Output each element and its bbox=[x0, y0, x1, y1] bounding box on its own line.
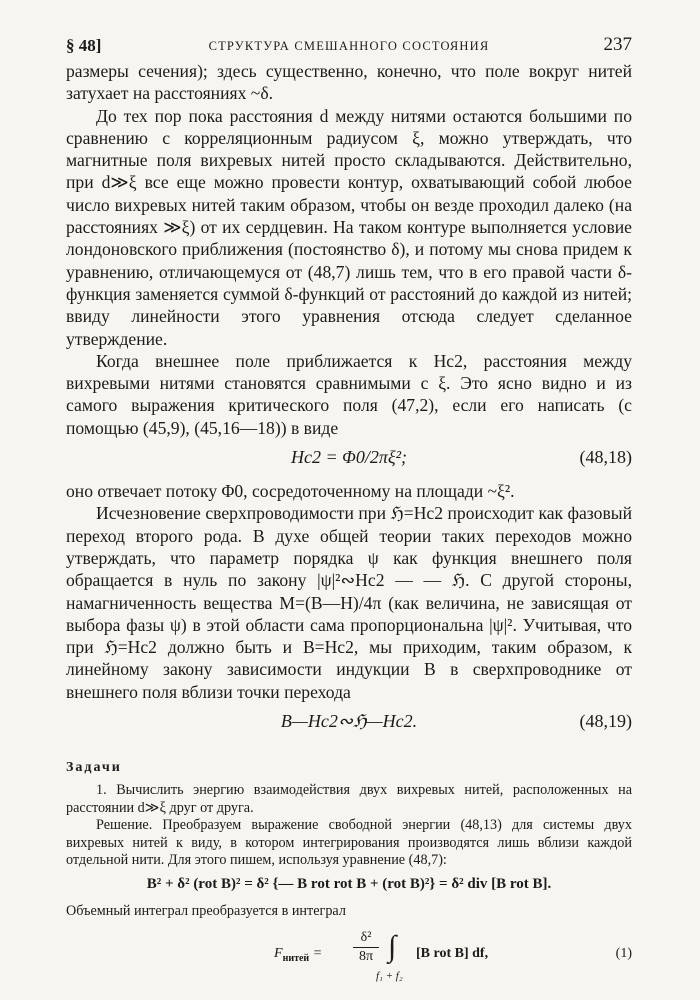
equation-48-19 bbox=[66, 708, 632, 738]
running-title: СТРУКТУРА СМЕШАННОГО СОСТОЯНИЯ bbox=[208, 39, 490, 53]
integral-limits: f₁ + f₂ bbox=[376, 969, 403, 982]
paragraph-1: размеры сечения); здесь существенно, конечно, что поле вокруг нитей затухает на расстояниях ~δ. bbox=[66, 61, 632, 104]
problems-heading: Задачи bbox=[66, 760, 122, 776]
equation-number: (48,19) bbox=[579, 711, 632, 732]
integral-lhs: $F_{нитей}$ = bbox=[274, 945, 323, 964]
solution-text: Решение. Преобразуем выражение свободной энергии (48,13) для системы двух вихревых нитей к виду, в котором интегрирования производятся лишь вблизи каждой отдельной нити. Для этого пишем, используя уравнение (48,7): bbox=[66, 817, 632, 869]
page bbox=[66, 34, 632, 986]
paragraph-4: оно отвечает потоку Φ0, сосредоточенному на площади ~ξ². bbox=[66, 481, 515, 502]
equation-formula: B—Hc2∾ℌ—Hc2. bbox=[280, 711, 418, 732]
paragraph-3: Когда внешнее поле приближается к Hc2, расстояния между вихревыми нитями становятся сравнимыми с ξ. Это ясно видно и из самого выражения критического поля (47,2), если его написать (с помощью (45,9), (45,16—18)) в виде bbox=[66, 350, 632, 438]
fraction-numerator: δ² bbox=[353, 930, 379, 948]
equation-48-18 bbox=[66, 444, 632, 474]
equation-identity: B² + δ² (rot B)² = δ² {— B rot rot B + (rot B)²} = δ² div [B rot B]. bbox=[146, 875, 552, 892]
paragraph-5: Исчезновение сверхпроводимости при ℌ=Hc2 происходит как фазовый переход второго рода. В духе общей теории таких переходов можно утверждать, что параметр порядка ψ как функция внешнего поля обращается в нуль по закону |ψ|²∾Hc2 — — ℌ. С другой стороны, намагниченность вещества M=(B—H)/4π (как величина, не зависящая от выбора фазы ψ) в этой области сама пропорциональна |ψ|². Учитывая, что при ℌ=Hc2 должно быть и B=Hc2, мы приходим, таким образом, к линейному закону зависимости индукции B в сверхпроводнике от внешнего поля вблизи точки перехода bbox=[66, 503, 632, 702]
equation-number: (1) bbox=[615, 945, 632, 961]
page-number: 237 bbox=[603, 34, 632, 55]
problem-1: 1. Вычислить энергию взаимодействия двух вихревых нитей, расположенных на расстоянии d≫ξ друг от друга. bbox=[66, 782, 632, 816]
lhs-subscript: нитей bbox=[282, 952, 310, 964]
equation-number: (48,18) bbox=[579, 447, 632, 468]
volume-integral-text: Объемный интеграл преобразуется в интеграл bbox=[66, 902, 346, 919]
equation-integral bbox=[66, 924, 632, 986]
page-header bbox=[66, 34, 632, 60]
integral-sign: ∫ bbox=[388, 929, 397, 963]
paragraph-2: До тех пор пока расстояния d между нитями остаются большими по сравнению с корреляционным радиусом ξ, можно утверждать, что магнитные поля вихревых нитей просто складываются. Действительно, при d≫ξ все еще можно провести контур, охватывающий собой любое число вихревых нитей таким образом, чтобы он везде проходил далеко (на расстояниях ≫ξ) от их сердцевин. На таком контуре выполняется условие лондоновского приближения (постоянство δ), и потому мы снова придем к уравнению, отличающемуся от (48,7) лишь тем, что в его правой части δ-функция заменяется суммой δ-функций от расстояний до каждой из нитей; ввиду линейности этого уравнения отсюда следует сделанное утверждение. bbox=[66, 105, 632, 349]
fraction-denominator: 8π bbox=[358, 948, 374, 964]
fraction bbox=[353, 930, 379, 965]
equation-formula: Hc2 = Φ0/2πξ²; bbox=[291, 447, 407, 468]
integrand: [B rot B] df, bbox=[416, 945, 489, 961]
section-number: § 48] bbox=[66, 36, 102, 55]
